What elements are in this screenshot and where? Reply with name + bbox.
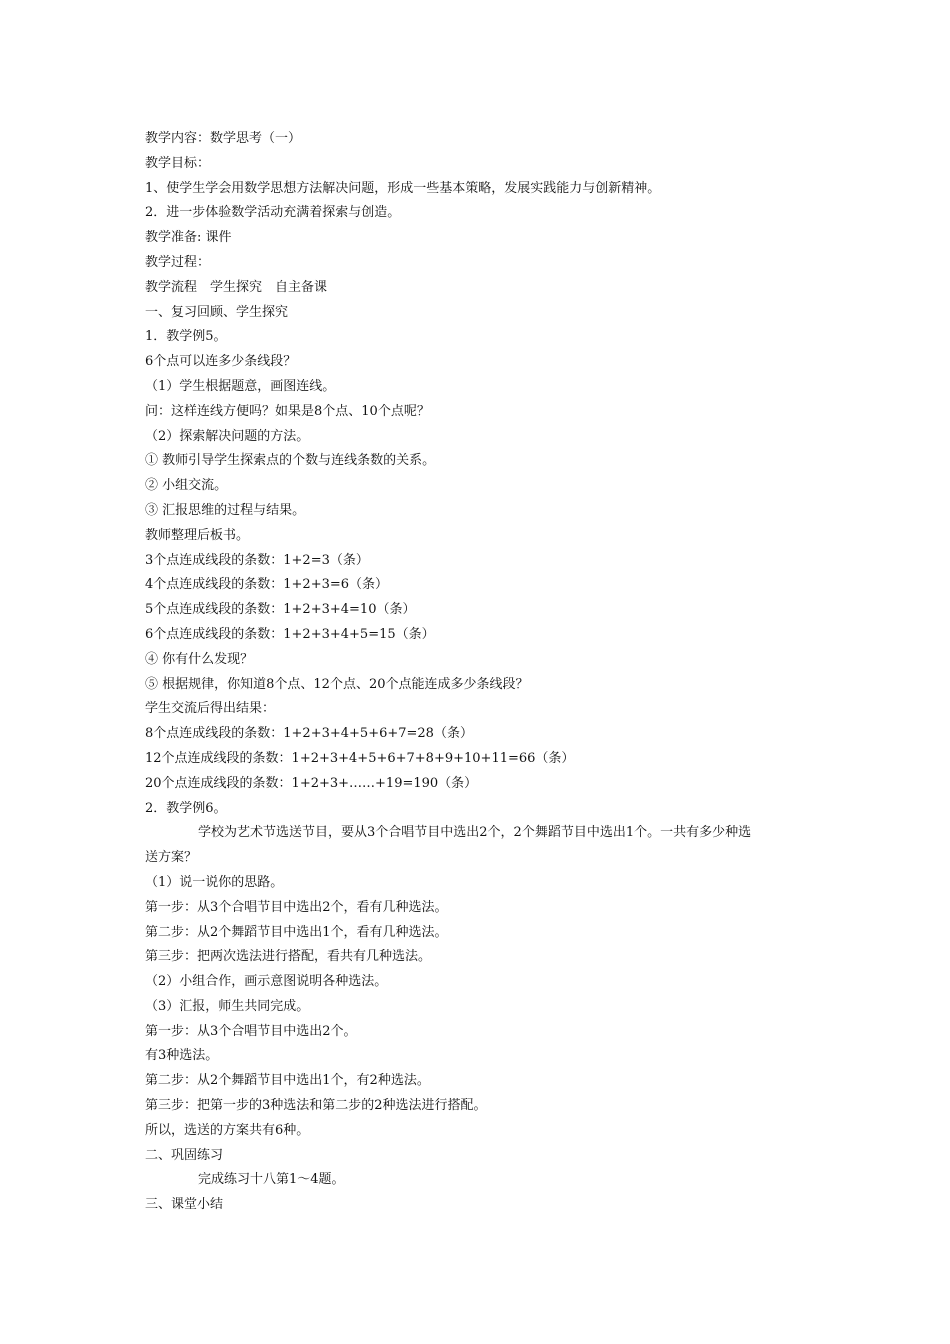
- doc-line-example5: 1．教学例5。: [145, 329, 227, 345]
- formula-line: 8个点连成线段的条数：1+2+3+4+5+6+7=28（条）: [145, 726, 473, 742]
- doc-line-goal-1: 1、使学生学会用数学思想方法解决问题，形成一些基本策略，发展实践能力与创新精神。: [145, 180, 661, 196]
- doc-line: （2）探索解决问题的方法。: [145, 428, 310, 444]
- doc-line: 有3种选法。: [145, 1048, 219, 1064]
- doc-line: 第二步：从2个舞蹈节目中选出1个，看有几种选法。: [145, 924, 448, 940]
- formula-line: 3个点连成线段的条数：1+2=3（条）: [145, 552, 369, 568]
- doc-line-goal-2: 2．进一步体验数学活动充满着探索与创造。: [145, 205, 401, 221]
- doc-line: 第三步：把两次选法进行搭配，看共有几种选法。: [145, 949, 432, 965]
- formula-line: 5个点连成线段的条数：1+2+3+4=10（条）: [145, 602, 416, 618]
- practice-line: 完成练习十八第1～4题。: [198, 1172, 345, 1188]
- doc-line-content: 教学内容：数学思考（一）: [145, 131, 302, 146]
- doc-line: 第一步：从3个合唱节目中选出2个，看有几种选法。: [145, 899, 448, 915]
- doc-line: （2）小组合作，画示意图说明各种选法。: [145, 974, 388, 990]
- doc-line: 6个点可以连多少条线段？: [145, 354, 297, 370]
- example6-paragraph-line1: 学校为艺术节选送节目，要从3个合唱节目中选出2个，2个舞蹈节目中选出1个。一共有多少种选: [198, 825, 752, 841]
- doc-line: 第一步：从3个合唱节目中选出2个。: [145, 1023, 357, 1039]
- doc-line-preparation: 教学准备: 课件: [145, 230, 232, 246]
- doc-line: 第三步：把第一步的3种选法和第二步的2种选法进行搭配。: [145, 1098, 487, 1114]
- doc-line-process-heading: 教学过程：: [145, 254, 211, 270]
- section-heading-review: 一、复习回顾、学生探究: [145, 304, 289, 320]
- doc-line: ① 教师引导学生探索点的个数与连线条数的关系。: [145, 453, 436, 469]
- doc-line: （1）学生根据题意，画图连线。: [145, 378, 336, 394]
- doc-line-example6: 2．教学例6。: [145, 800, 227, 816]
- lesson-plan-document: [145, 127, 810, 1218]
- doc-line: 教师整理后板书。: [145, 527, 250, 543]
- doc-line: 问：这样连线方便吗？如果是8个点、10个点呢？: [145, 403, 430, 419]
- doc-line: ④ 你有什么发现？: [145, 651, 254, 667]
- section-heading-practice: 二、巩固练习: [145, 1147, 224, 1163]
- formula-line: 4个点连成线段的条数：1+2+3=6（条）: [145, 577, 389, 593]
- formula-line: 20个点连成线段的条数：1+2+3+……+19=190（条）: [145, 775, 478, 791]
- doc-line: （3）汇报，师生共同完成。: [145, 998, 310, 1014]
- section-heading-summary: 三、课堂小结: [145, 1197, 224, 1213]
- doc-line: （1）说一说你的思路。: [145, 874, 284, 890]
- formula-line: 6个点连成线段的条数：1+2+3+4+5=15（条）: [145, 626, 435, 642]
- example6-paragraph-line2: 送方案？: [145, 850, 198, 866]
- doc-line: 所以，选送的方案共有6种。: [145, 1122, 310, 1138]
- doc-line: ⑤ 根据规律，你知道8个点、12个点、20个点能连成多少条线段？: [145, 676, 529, 692]
- doc-line: 学生交流后得出结果：: [145, 701, 276, 717]
- doc-line-flow: 教学流程 学生探究 自主备课: [145, 279, 328, 295]
- doc-line: 第二步：从2个舞蹈节目中选出1个，有2种选法。: [145, 1073, 430, 1089]
- doc-line: ③ 汇报思维的过程与结果。: [145, 502, 306, 518]
- doc-line: ② 小组交流。: [145, 478, 228, 494]
- doc-line-goal-heading: 教学目标：: [145, 155, 211, 171]
- formula-line: 12个点连成线段的条数：1+2+3+4+5+6+7+8+9+10+11=66（条）: [145, 750, 575, 766]
